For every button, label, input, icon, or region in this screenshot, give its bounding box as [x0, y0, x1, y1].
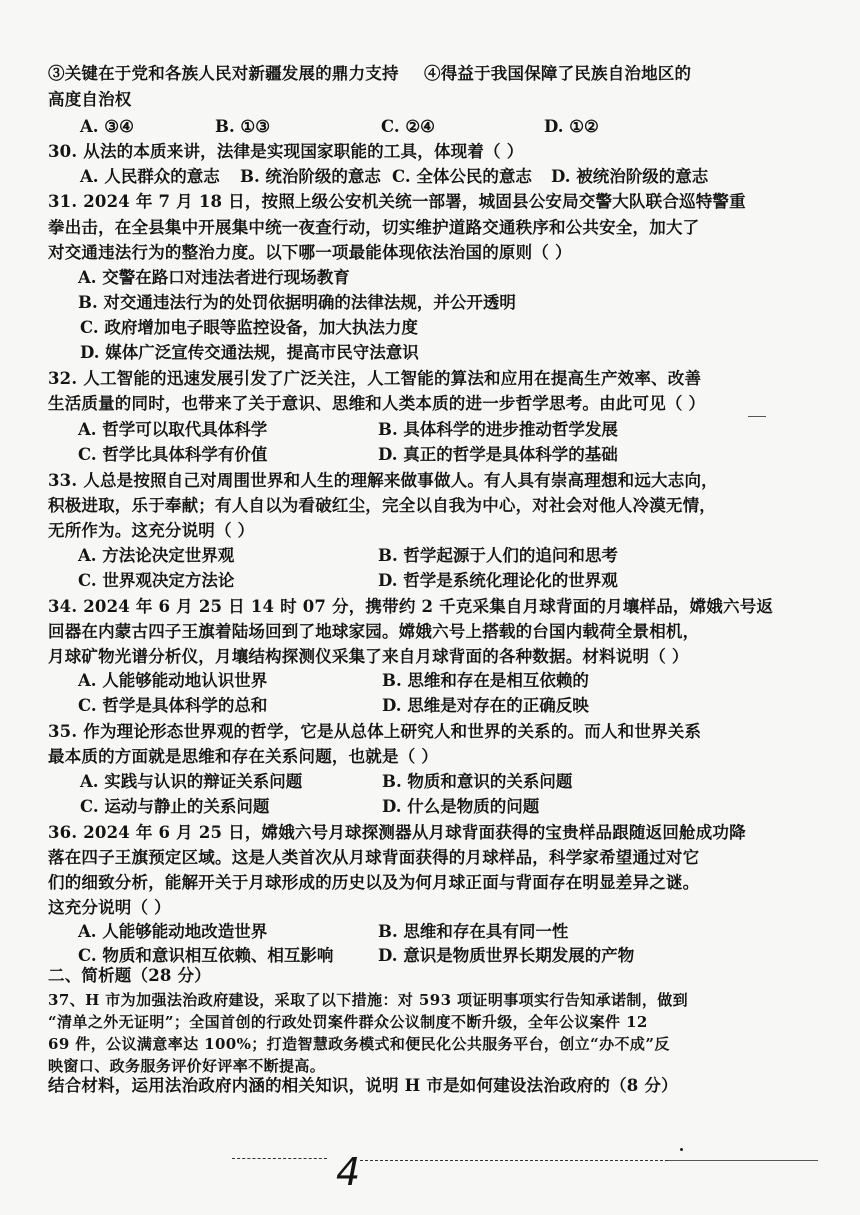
q32-option-b: B. 具体科学的进步推动哲学发展	[378, 420, 618, 439]
q37-material-line-4: 映窗口、政务服务评价好评率不断提高。	[48, 1057, 326, 1075]
q32-option-a: A. 哲学可以取代具体科学	[78, 420, 268, 439]
q34-stem-line-3: 月球矿物光谱分析仪，月壤结构探测仪采集了来自月球背面的各种数据。材料说明（ ）	[48, 647, 689, 666]
page-number: 4	[336, 1150, 361, 1194]
q31-stem-line-3: 对交通违法行为的整治力度。以下哪一项最能体现依法治国的原则（ ）	[48, 243, 572, 262]
q32-stem-line-1: 32. 人工智能的迅速发展引发了广泛关注，人工智能的算法和应用在提高生产效率、改善	[48, 369, 702, 388]
q34-option-c: C. 哲学是具体科学的总和	[78, 696, 268, 715]
q29-option-d: D. ①②	[544, 117, 599, 136]
q37-material-line-3: 69 件，公议满意率达 100%；打造智慧政务模式和便民化公共服务平台，创立“办不成”反	[48, 1035, 670, 1053]
q30-stem: 30. 从法的本质来讲，法律是实现国家职能的工具，体现着（ ）	[48, 142, 524, 161]
q37-material-line-2: “清单之外无证明”；全国首创的行政处罚案件群众公议制度不断升级，全年公议案件 12	[48, 1013, 648, 1031]
q36-stem-line-1: 36. 2024 年 6 月 25 日，嫦娥六号月球探测器从月球背面获得的宝贵样品跟随返回舱成功降	[48, 823, 746, 842]
q35-option-c: C. 运动与静止的关系问题	[80, 797, 270, 816]
q36-stem-line-3: 们的细致分析，能解开关于月球形成的历史以及为何月球正面与背面存在明显差异之谜。	[48, 873, 700, 892]
q29-option-b: B. ①③	[215, 117, 271, 136]
q36-option-a: A. 人能够能动地改造世界	[78, 922, 268, 941]
q35-stem-line-2: 最本质的方面就是思维和存在关系问题，也就是（ ）	[48, 747, 439, 766]
section-2-title: 二、简析题（28 分）	[48, 966, 211, 985]
q30-option-c: C. 全体公民的意志	[392, 167, 532, 186]
q36-option-d: D. 意识是物质世界长期发展的产物	[378, 946, 635, 965]
q34-option-b: B. 思维和存在是相互依赖的	[382, 671, 589, 690]
margin-mark	[748, 416, 766, 417]
q29-option-a: A. ③④	[80, 117, 134, 136]
footer-speck	[680, 1148, 683, 1151]
q35-option-b: B. 物质和意识的关系问题	[382, 772, 573, 791]
q37-prompt: 结合材料，运用法治政府内涵的相关知识，说明 H 市是如何建设法治政府的（8 分）	[48, 1076, 678, 1095]
q35-option-d: D. 什么是物质的问题	[382, 797, 540, 816]
q33-option-b: B. 哲学起源于人们的追问和思考	[378, 546, 618, 565]
q29-statement-3: ③关键在于党和各族人民对新疆发展的鼎力支持	[48, 64, 399, 83]
footer-divider-mid	[360, 1160, 668, 1161]
q31-stem-line-1: 31. 2024 年 7 月 18 日，按照上级公安机关统一部署，城固县公安局交警大队联合巡特警重	[48, 192, 746, 211]
q36-stem-line-4: 这充分说明（ ）	[48, 898, 171, 917]
q33-stem-line-3: 无所作为。这充分说明（ ）	[48, 521, 255, 540]
q30-option-a: A. 人民群众的意志	[80, 167, 220, 186]
q31-stem-line-2: 拳出击，在全县集中开展集中统一夜查行动，切实维护道路交通秩序和公共安全，加大了	[48, 218, 700, 237]
footer-divider-right	[668, 1160, 818, 1161]
q31-option-a: A. 交警在路口对违法者进行现场教育	[78, 268, 350, 287]
q31-option-b: B. 对交通违法行为的处罚依据明确的法律法规，并公开透明	[78, 293, 516, 312]
q34-option-d: D. 思维是对存在的正确反映	[382, 696, 589, 715]
q34-option-a: A. 人能够能动地认识世界	[78, 671, 268, 690]
q33-stem-line-1: 33. 人总是按照自己对周围世界和人生的理解来做事做人。有人具有崇高理想和远大志向，	[48, 471, 718, 490]
q33-option-c: C. 世界观决定方法论	[78, 571, 235, 590]
q32-option-c: C. 哲学比具体科学有价值	[78, 445, 268, 464]
footer-divider-left	[232, 1158, 327, 1159]
q31-option-d: D. 媒体广泛宣传交通法规，提高市民守法意识	[80, 343, 419, 362]
q35-option-a: A. 实践与认识的辩证关系问题	[80, 772, 303, 791]
q36-stem-line-2: 落在四子王旗预定区域。这是人类首次从月球背面获得的月球样品，科学家希望通过对它	[48, 848, 700, 867]
q33-stem-line-2: 积极进取，乐于奉献；有人自以为看破红尘，完全以自我为中心，对社会对他人冷漠无情，	[48, 496, 716, 515]
q29-option-c: C. ②④	[381, 117, 435, 136]
q29-statement-4: ④得益于我国保障了民族自治地区的	[424, 64, 692, 83]
q34-stem-line-1: 34. 2024 年 6 月 25 日 14 时 07 分，携带约 2 千克采集自月球背面的月壤样品，嫦娥六号返	[48, 597, 774, 616]
q30-option-b: B. 统治阶级的意志	[240, 167, 381, 186]
q31-option-c: C. 政府增加电子眼等监控设备，加大执法力度	[80, 318, 418, 337]
q34-stem-line-2: 回器在内蒙古四子王旗着陆场回到了地球家园。嫦娥六号上搭载的台国内载荷全景相机，	[48, 622, 700, 641]
q32-stem-line-2: 生活质量的同时，也带来了关于意识、思维和人类本质的进一步哲学思考。由此可见（ ）	[48, 394, 706, 413]
q37-material-line-1: 37、H 市为加强法治政府建设，采取了以下措施：对 593 项证明事项实行告知承诺制，做到	[48, 991, 689, 1009]
q30-option-d: D. 被统治阶级的意志	[551, 167, 709, 186]
q35-stem-line-1: 35. 作为理论形态世界观的哲学，它是从总体上研究人和世界的关系的。而人和世界关系	[48, 722, 702, 741]
q33-option-a: A. 方法论决定世界观	[78, 546, 235, 565]
q33-option-d: D. 哲学是系统化理论化的世界观	[378, 571, 618, 590]
q36-option-b: B. 思维和存在具有同一性	[378, 922, 569, 941]
q29-statement-4-cont: 高度自治权	[48, 90, 132, 109]
q36-option-c: C. 物质和意识相互依赖、相互影响	[78, 946, 334, 965]
q32-option-d: D. 真正的哲学是具体科学的基础	[378, 445, 618, 464]
